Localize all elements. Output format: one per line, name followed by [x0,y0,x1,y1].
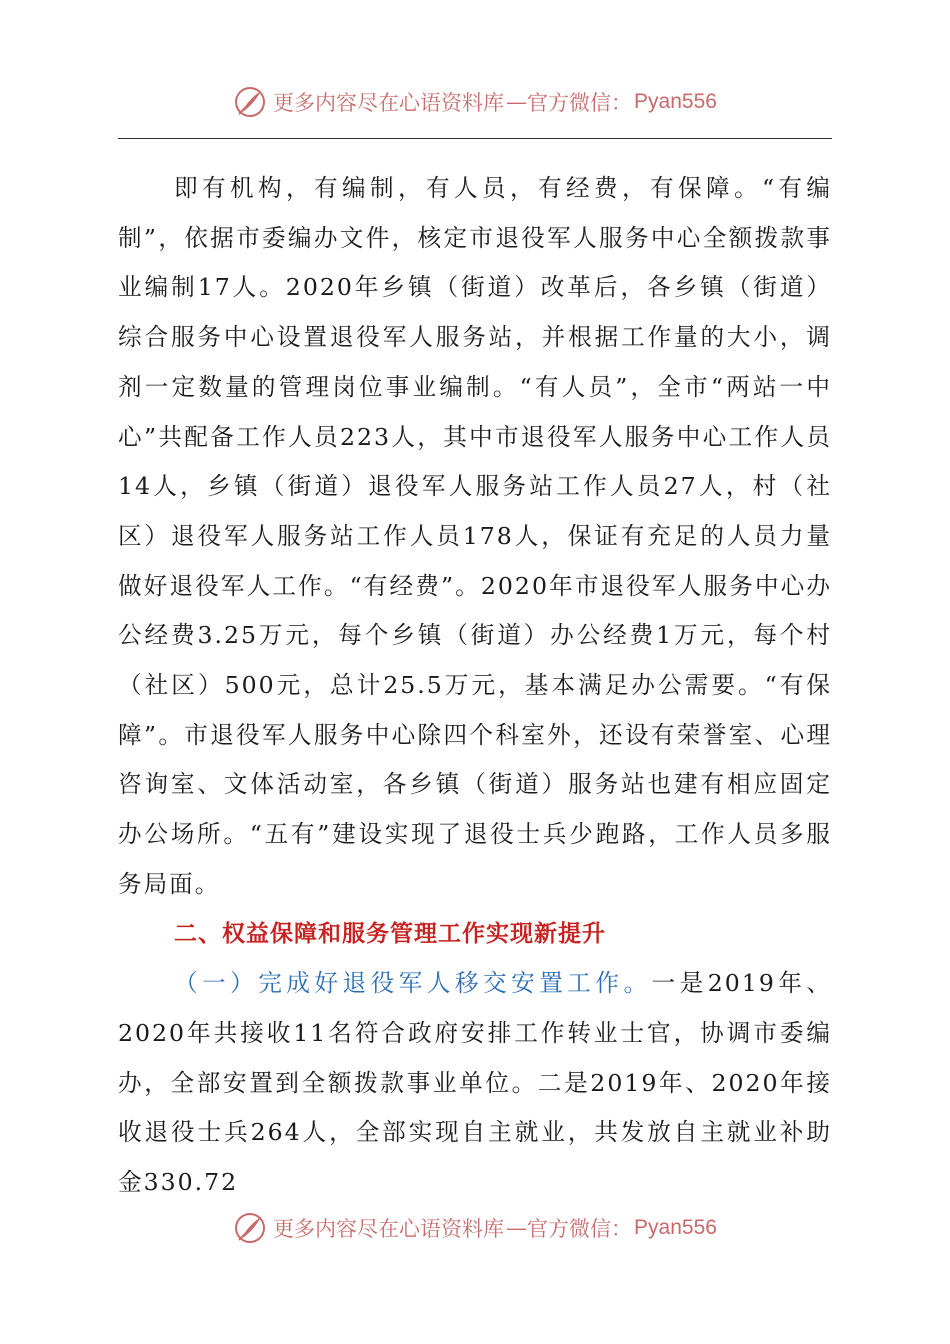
watermark-main-text: 更多内容尽在心语资料库 [273,91,505,115]
quill-pen-icon [233,1211,267,1245]
body-paragraph-1: 即有机构，有编制，有人员，有经费，有保障。“有编制”，依据市委编办文件，核定市退役军人服务中心全额拨款事业编制17人。2020年乡镇（街道）改革后，各乡镇（街道）综合服务中心设置退役军人服务站，并根据工作量的大小，调剂一定数量的管理岗位事业编制。“有人员”，全市“两站一中心”共配备工作人员223人，其中市退役军人服务中心工作人员14人，乡镇（街道）退役军人服务站工作人员27人，村（社区）退役军人服务站工作人员178人，保证有充足的人员力量做好退役军人工作。“有经费”。2020年市退役军人服务中心办公经费3.25万元，每个乡镇（街道）办公经费1万元，每个村（社区）500元，总计25.5万元，基本满足办公需要。“有保障”。市退役军人服务中心除四个科室外，还设有荣誉室、心理咨询室、文体活动室，各乡镇（街道）服务站也建有相应固定办公场所。“五有”建设实现了退役士兵少跑路，工作人员多服务局面。 [118,174,832,898]
body-paragraph-2 [118,959,832,1208]
header-divider [118,138,832,139]
watermark-main-text: 更多内容尽在心语资料库 [273,1217,505,1241]
header-watermark [0,82,950,122]
quill-pen-icon [233,85,267,119]
subsection-heading: （一）完成好退役军人移交安置工作。 [174,969,652,998]
watermark-handle: Pyan556 [634,90,717,113]
body-paragraph-2-text: 一是2019年、2020年共接收11名符合政府安排工作转业士官，协调市委编办，全部安置到全额拨款事业单位。二是2019年、2020年接收退役士兵264人，全部实现自主就业，共发放自主就业补助金330.72 [118,969,833,1197]
watermark-separator: — [506,90,526,114]
document-body [118,164,832,1208]
watermark-label: 官方微信： [527,1217,633,1241]
footer-watermark [0,1208,950,1248]
watermark-handle: Pyan556 [634,1216,717,1239]
watermark-separator: — [506,1216,526,1240]
watermark-label: 官方微信： [527,91,633,115]
section-heading: 二、权益保障和服务管理工作实现新提升 [174,920,606,947]
